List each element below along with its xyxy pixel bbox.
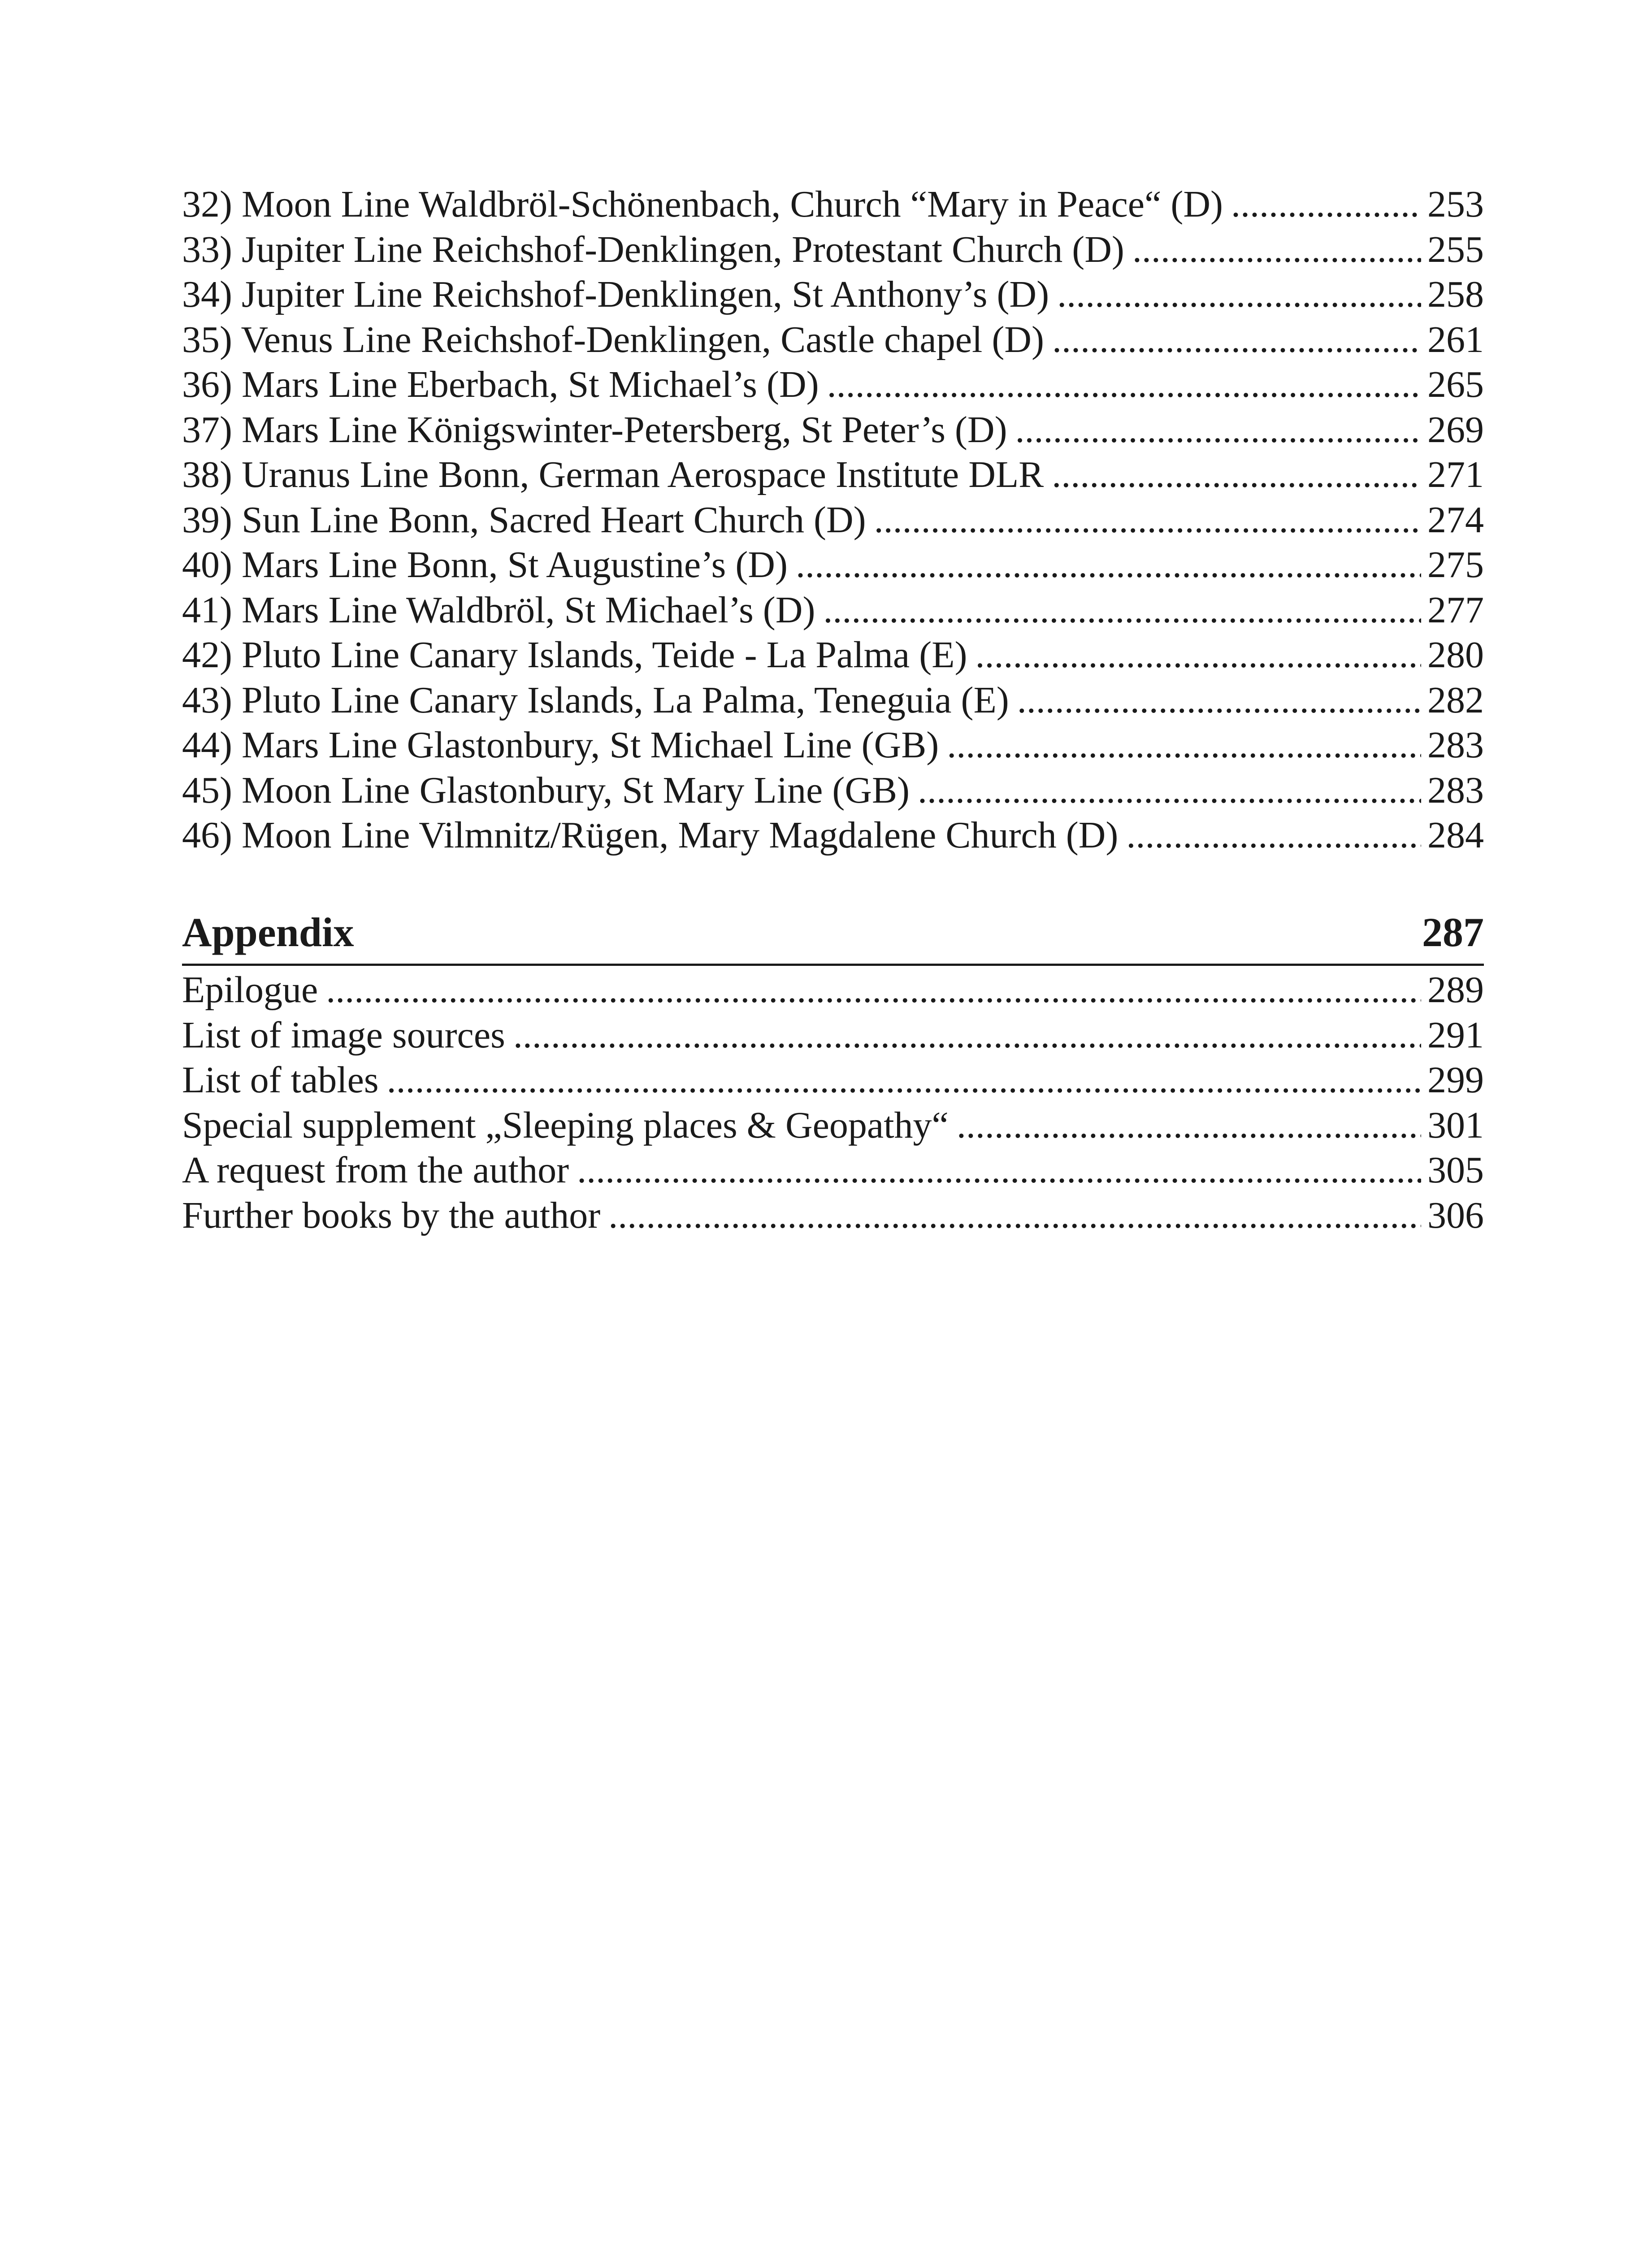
toc-entry-title: 41) Mars Line Waldbröl, St Michael’s (D): [182, 589, 815, 631]
toc-entries-list: [182, 182, 1484, 858]
dot-leader: [947, 723, 1421, 768]
toc-entry-page: 275: [1427, 544, 1484, 586]
toc-entry-page: 306: [1427, 1194, 1484, 1236]
toc-entry: [182, 317, 1484, 363]
toc-entry: [182, 452, 1484, 498]
toc-entry-title: List of tables: [182, 1059, 379, 1101]
toc-entry: [182, 272, 1484, 317]
toc-entry-page: 305: [1427, 1149, 1484, 1191]
dot-leader: [1132, 227, 1421, 273]
toc-entry-title: Further books by the author: [182, 1194, 601, 1236]
toc-entry-title: 44) Mars Line Glastonbury, St Michael Line (GB): [182, 724, 939, 766]
toc-entry: [182, 588, 1484, 633]
dot-leader: [577, 1148, 1421, 1193]
appendix-section-header: [182, 907, 1484, 966]
toc-entry-page: 265: [1427, 364, 1484, 405]
dot-leader: [1052, 452, 1421, 498]
toc-entry-page: 291: [1427, 1014, 1484, 1056]
toc-entry-title: 33) Jupiter Line Reichshof-Denklingen, Protestant Church (D): [182, 228, 1124, 270]
toc-entry-title: 40) Mars Line Bonn, St Augustine’s (D): [182, 544, 788, 586]
toc-entry-page: 289: [1427, 969, 1484, 1011]
toc-entry-title: 35) Venus Line Reichshof-Denklingen, Castle chapel (D): [182, 318, 1044, 361]
toc-entry-title: Special supplement „Sleeping places & Geopathy“: [182, 1104, 949, 1146]
dot-leader: [608, 1193, 1421, 1238]
toc-entry: [182, 362, 1484, 408]
toc-entry-page: 299: [1427, 1059, 1484, 1101]
appendix-entries-list: [182, 968, 1484, 1238]
toc-entry: [182, 227, 1484, 273]
toc-entry-page: 271: [1427, 454, 1484, 495]
appendix-heading: Appendix: [182, 909, 354, 955]
toc-entry-title: 37) Mars Line Königswinter-Petersberg, St Peter’s (D): [182, 408, 1007, 451]
dot-leader: [513, 1013, 1421, 1058]
toc-entry-page: 274: [1427, 499, 1484, 541]
toc-entry: [182, 498, 1484, 543]
dot-leader: [1017, 678, 1421, 723]
dot-leader: [387, 1058, 1421, 1103]
dot-leader: [823, 588, 1421, 633]
toc-entry: [182, 723, 1484, 768]
dot-leader: [796, 543, 1421, 588]
toc-entry-page: 283: [1427, 724, 1484, 766]
toc-entry: [182, 968, 1484, 1013]
dot-leader: [1057, 272, 1421, 317]
toc-entry-page: 253: [1427, 183, 1484, 225]
toc-entry-page: 277: [1427, 589, 1484, 631]
toc-entry-page: 284: [1427, 814, 1484, 856]
toc-entry-title: 36) Mars Line Eberbach, St Michael’s (D): [182, 364, 819, 405]
toc-entry-page: 258: [1427, 274, 1484, 315]
dot-leader: [975, 633, 1421, 678]
dot-leader: [918, 768, 1421, 813]
toc-entry: [182, 633, 1484, 678]
toc-entry: [182, 678, 1484, 723]
toc-entry: [182, 1058, 1484, 1103]
toc-entry: [182, 1103, 1484, 1148]
toc-entry: [182, 1193, 1484, 1238]
toc-entry-page: 269: [1427, 408, 1484, 451]
toc-entry-title: 34) Jupiter Line Reichshof-Denklingen, St Anthony’s (D): [182, 274, 1049, 315]
toc-entry-title: 42) Pluto Line Canary Islands, Teide - La Palma (E): [182, 634, 967, 676]
toc-entry: [182, 408, 1484, 453]
dot-leader: [957, 1103, 1421, 1148]
toc-entry: [182, 182, 1484, 227]
toc-entry-page: 282: [1427, 679, 1484, 721]
toc-entry: [182, 768, 1484, 813]
dot-leader: [1126, 813, 1421, 858]
toc-entry: [182, 543, 1484, 588]
dot-leader: [1052, 317, 1421, 363]
dot-leader: [874, 498, 1421, 543]
toc-entry-page: 280: [1427, 634, 1484, 676]
dot-leader: [1015, 408, 1421, 453]
dot-leader: [1231, 182, 1421, 227]
toc-entry-title: 38) Uranus Line Bonn, German Aerospace Institute DLR: [182, 454, 1044, 495]
toc-entry: [182, 813, 1484, 858]
dot-leader: [827, 362, 1421, 408]
toc-page: [182, 0, 1484, 2242]
toc-entry-title: 46) Moon Line Vilmnitz/Rügen, Mary Magdalene Church (D): [182, 814, 1119, 856]
toc-entry: [182, 1148, 1484, 1193]
toc-entry-title: List of image sources: [182, 1014, 505, 1056]
toc-entry-page: 283: [1427, 769, 1484, 811]
toc-entry-title: 45) Moon Line Glastonbury, St Mary Line (GB): [182, 769, 910, 811]
toc-entry-page: 261: [1427, 318, 1484, 361]
toc-entry-title: A request from the author: [182, 1149, 569, 1191]
toc-entry-page: 255: [1427, 228, 1484, 270]
toc-entry-title: Epilogue: [182, 969, 318, 1011]
toc-entry-title: 32) Moon Line Waldbröl-Schönenbach, Church “Mary in Peace“ (D): [182, 183, 1223, 225]
toc-entry: [182, 1013, 1484, 1058]
toc-entry-page: 301: [1427, 1104, 1484, 1146]
appendix-heading-page: 287: [1422, 909, 1484, 955]
toc-entry-title: 39) Sun Line Bonn, Sacred Heart Church (D): [182, 499, 866, 541]
dot-leader: [326, 968, 1421, 1013]
toc-entry-title: 43) Pluto Line Canary Islands, La Palma, Teneguia (E): [182, 679, 1009, 721]
